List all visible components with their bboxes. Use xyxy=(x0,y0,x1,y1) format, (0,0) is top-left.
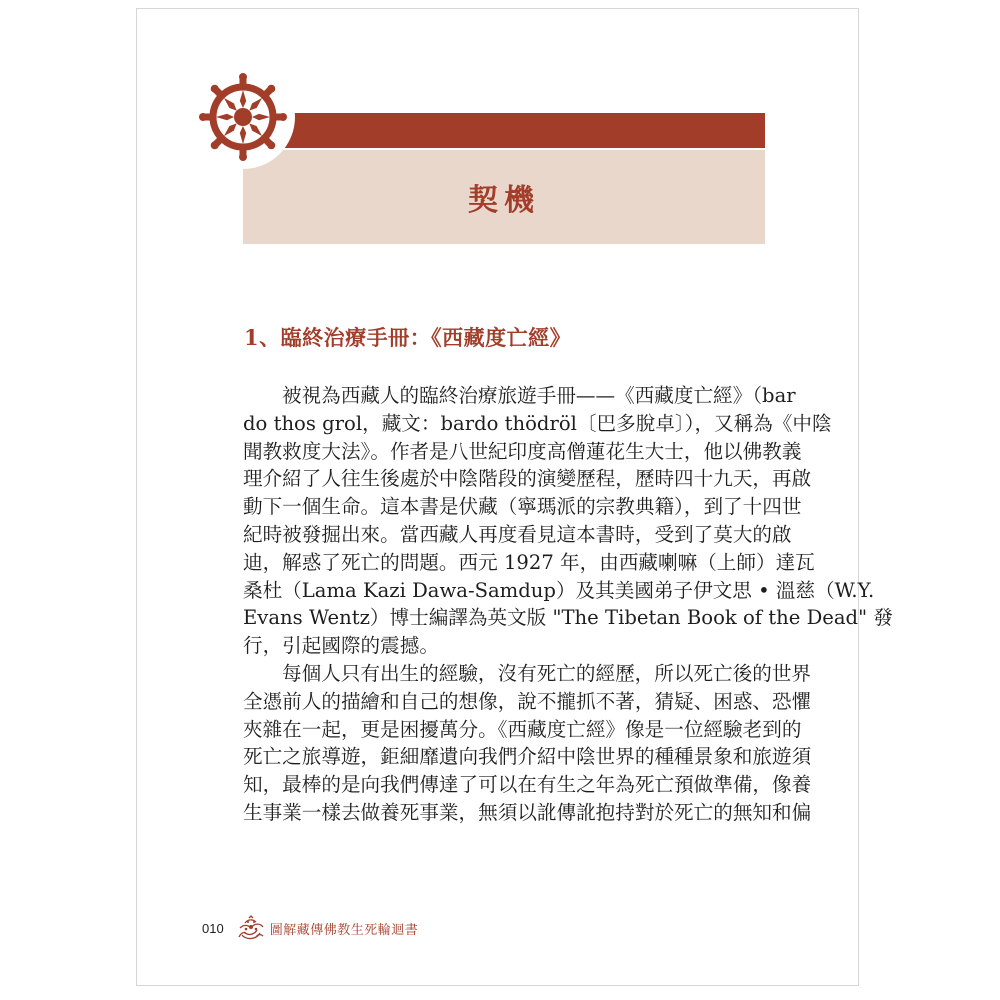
page-footer xyxy=(202,915,418,941)
body-line: 全憑前人的描繪和自己的想像，說不攏抓不著，猜疑、困惑、恐懼 xyxy=(243,689,812,713)
body-line: 知，最棒的是向我們傳達了可以在有生之年為死亡預做準備，像養 xyxy=(243,773,812,797)
body-line: 夾雜在一起，更是困擾萬分。《西藏度亡經》像是一位經驗老到的 xyxy=(243,717,802,741)
book-title: 圖解藏傳佛教生死輪迴書 xyxy=(269,922,419,938)
body-line: 桑杜（Lama Kazi Dawa-Samdup）及其美國弟子伊文思 • 溫慈（W.Y. xyxy=(243,578,875,602)
body-line: 行，引起國際的震撼。 xyxy=(243,634,439,658)
section-heading: 1、臨終治療手冊：《西藏度亡經》 xyxy=(244,325,572,350)
body-line: 動下一個生命。這本書是伏藏（寧瑪派的宗教典籍），到了十四世 xyxy=(243,495,802,519)
body-line: 生事業一樣去做養死事業，無須以訛傳訛抱持對於死亡的無知和偏 xyxy=(243,800,812,824)
body-line: 死亡之旅導遊，鉅細靡遺向我們介紹中陰世界的種種景象和旅遊須 xyxy=(243,745,812,769)
dharma-wheel-icon xyxy=(199,73,287,161)
body-line: 聞教救度大法》。作者是八世紀印度高僧蓮花生大士，他以佛教義 xyxy=(243,439,802,463)
body-line: 被視為西藏人的臨終治療旅遊手冊——《西藏度亡經》（bar xyxy=(282,384,796,407)
body-line: Evans Wentz）博士編譯為英文版 "The Tibetan Book of the Dead" 發 xyxy=(243,606,893,630)
chapter-header-bar xyxy=(243,113,765,148)
body-line: 每個人只有出生的經驗，沒有死亡的經歷，所以死亡後的世界 xyxy=(282,661,812,685)
lotus-flower-icon xyxy=(236,915,266,941)
body-text xyxy=(243,382,893,827)
body-line: do thos grol，藏文：bardo thödröl〔巴多脫卓〕），又稱為《中陰 xyxy=(243,411,832,435)
body-line: 迪，解惑了死亡的問題。西元 1927 年，由西藏喇嘛（上師）達瓦 xyxy=(243,550,815,574)
body-line: 紀時被發掘出來。當西藏人再度看見這本書時，受到了莫大的啟 xyxy=(243,522,792,546)
body-line: 理介紹了人往生後處於中陰階段的演變歷程，歷時四十九天，再啟 xyxy=(243,467,812,491)
chapter-title: 契機 xyxy=(468,183,540,218)
page-number: 010 xyxy=(202,920,224,936)
